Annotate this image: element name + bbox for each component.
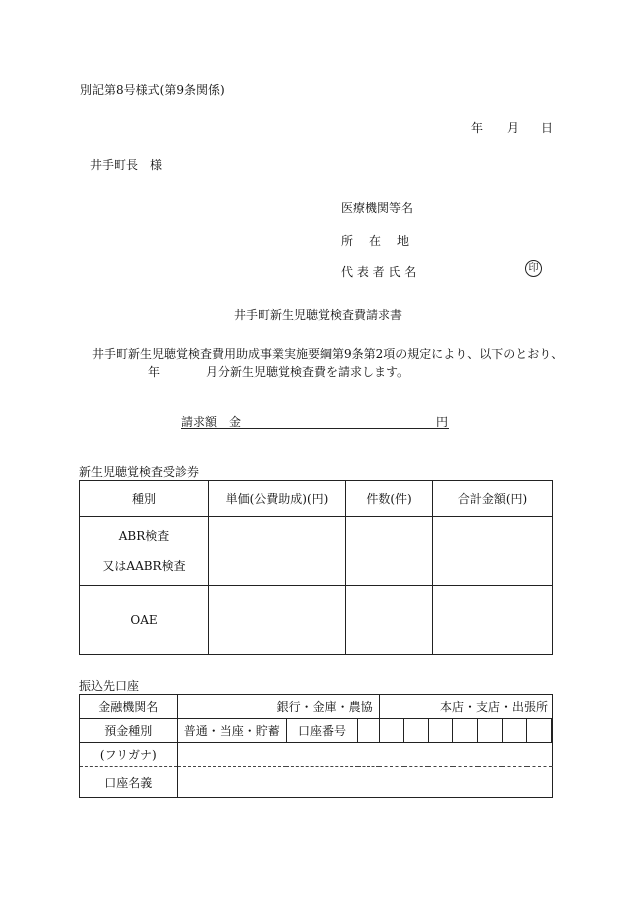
date-year-label: 年: [471, 121, 484, 135]
voucher-table: [79, 480, 553, 655]
bank-row-account-name: [80, 767, 553, 798]
amount-unit: 円: [436, 415, 449, 429]
amount-label: 請求額 金: [181, 415, 242, 429]
deposit-type-label: 預金種別: [80, 719, 178, 743]
account-name-label: 口座名義: [80, 767, 178, 798]
institution-label: 金融機関名: [80, 695, 178, 719]
oae-count-cell[interactable]: [346, 586, 433, 655]
account-number-label: 口座番号: [286, 719, 357, 743]
branch-type-cell[interactable]: [379, 695, 552, 719]
representative-name-label: 代 表 者 氏 名: [341, 265, 417, 279]
body-text-line2-year: 年: [148, 365, 161, 379]
institution-name-label: 医療機関等名: [341, 201, 414, 215]
account-digit-4[interactable]: [428, 719, 453, 743]
form-number: 別記第8号様式(第9条関係): [80, 83, 225, 97]
header-count: 件数(件): [346, 481, 433, 517]
bank-account-table: [79, 694, 553, 798]
furigana-label: (フリガナ): [80, 743, 178, 767]
bank-types: 銀行・金庫・農協: [276, 700, 373, 714]
deposit-types[interactable]: 普通・当座・貯蓄: [177, 719, 286, 743]
account-digit-8[interactable]: [527, 719, 552, 743]
date-month-label: 月: [507, 121, 520, 135]
date-day-label: 日: [541, 121, 554, 135]
bank-row-furigana: [80, 743, 553, 767]
account-digit-1[interactable]: [358, 719, 380, 743]
header-unit-price: 単価(公費助成)(円): [209, 481, 346, 517]
abr-unit-price-cell[interactable]: [209, 517, 346, 586]
oae-unit-price-cell[interactable]: [209, 586, 346, 655]
header-total: 合計金額(円): [433, 481, 553, 517]
branch-types: 本店・支店・出張所: [439, 700, 548, 714]
address-label: 所 在 地: [341, 234, 412, 248]
table-header-row: [80, 481, 553, 517]
seal-label: 印: [528, 263, 539, 274]
oae-total-cell[interactable]: [433, 586, 553, 655]
bank-type-cell[interactable]: [177, 695, 379, 719]
account-name-cell[interactable]: [177, 767, 552, 798]
abr-total-cell[interactable]: [433, 517, 553, 586]
abr-label: ABR検査: [118, 529, 170, 543]
account-digit-7[interactable]: [502, 719, 527, 743]
bank-row-deposit: [80, 719, 553, 743]
document-title: 井手町新生児聴覚検査費請求書: [234, 308, 403, 322]
account-digit-6[interactable]: [478, 719, 503, 743]
abr-count-cell[interactable]: [346, 517, 433, 586]
furigana-cell[interactable]: [177, 743, 552, 767]
seal-icon: [525, 260, 542, 277]
row-oae-type: OAE: [80, 586, 209, 655]
account-digit-9[interactable]: [552, 719, 553, 743]
row-abr-type: [80, 517, 209, 586]
bank-row-institution: [80, 695, 553, 719]
body-text-line2: 月分新生児聴覚検査費を請求します。: [206, 365, 410, 379]
table-row: [80, 586, 553, 655]
bank-table-caption: 振込先口座: [79, 679, 140, 693]
account-digit-5[interactable]: [453, 719, 478, 743]
account-digit-3[interactable]: [404, 719, 429, 743]
header-type: 種別: [80, 481, 209, 517]
voucher-table-caption: 新生児聴覚検査受診券: [79, 465, 200, 479]
addressee: 井手町長 様: [90, 158, 163, 172]
body-text-line1: 井手町新生児聴覚検査費用助成事業実施要綱第9条第2項の規定により、以下のとおり、: [92, 347, 564, 361]
table-row: [80, 517, 553, 586]
aabr-label: 又はAABR検査: [102, 559, 186, 573]
account-digit-2[interactable]: [379, 719, 404, 743]
